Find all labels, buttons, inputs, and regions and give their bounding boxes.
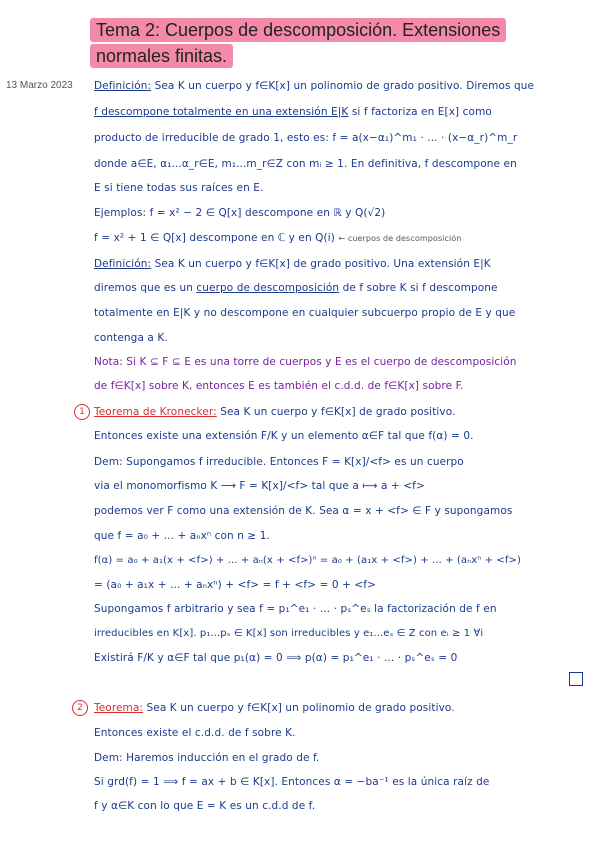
theorem-2-line-1: Teorema: Sea K un cuerpo y f∈K[x] un polinomio de grado positivo. <box>94 702 455 714</box>
proof-2-line-3: f y α∈K con lo que E = K es un c.d.d de f. <box>94 800 316 812</box>
proof-1-line-1: Dem: Supongamos f irreducible. Entonces F = K[x]/<f> es un cuerpo <box>94 456 464 468</box>
theorem-1-line-2: Entonces existe una extensión F/K y un elemento α∈F tal que f(α) = 0. <box>94 430 474 442</box>
qed-square <box>569 672 583 686</box>
proof-1-line-8: irreducibles en K[x]. p₁...pₛ ∈ K[x] son irreducibles y e₁...eₛ ∈ Z con eᵢ ≥ 1 ∀i <box>94 628 484 639</box>
note-line-1: Nota: Si K ⊆ F ⊆ E es una torre de cuerpos y E es el cuerpo de descomposición <box>94 356 517 368</box>
theorem-2-line-2: Entonces existe el c.d.d. de f sobre K. <box>94 727 296 739</box>
definition-1-line-5: E si tiene todas sus raíces en E. <box>94 182 264 194</box>
definition-1-line-2: f descompone totalmente en una extensión E|K si f factoriza en E[x] como <box>94 106 492 118</box>
theorem-label: Teorema: <box>94 702 144 714</box>
proof-1-line-2: via el monomorfismo K ⟶ F = K[x]/<f> tal que a ⟼ a + <f> <box>94 480 425 492</box>
proof-1-line-3: podemos ver F como una extensión de K. Sea α = x + <f> ∈ F y supongamos <box>94 505 513 517</box>
definition-2-line-1: Definición: Sea K un cuerpo y f∈K[x] de grado positivo. Una extensión E|K <box>94 258 491 270</box>
proof-1-line-5: f(α) = a₀ + a₁(x + <f>) + ... + aₙ(x + <f>)ⁿ = a₀ + (a₁x + <f>) + ... + (aₙxⁿ + <f>) <box>94 555 521 566</box>
theorem-label: Teorema de Kronecker: <box>94 406 217 418</box>
underlined-term: cuerpo de descomposición <box>196 282 340 294</box>
proof-1-line-9: Existirá F/K y α∈F tal que p₁(α) = 0 ⟹ p(α) = p₁^e₁ · ... · pₛ^eₛ = 0 <box>94 652 458 664</box>
page-title-line-2: normales finitas. <box>90 44 233 68</box>
proof-1-line-7: Supongamos f arbitrario y sea f = p₁^e₁ · ... · pₛ^eₛ la factorización de f en <box>94 603 497 615</box>
definition-2-line-4: contenga a K. <box>94 332 168 344</box>
proof-1-line-6: = (a₀ + a₁x + ... + aₙxⁿ) + <f> = f + <f> = 0 + <f> <box>94 579 376 591</box>
definition-1-line-4: donde a∈E, α₁...α_r∈E, m₁...m_r∈Z con mᵢ ≥ 1. En definitiva, f descompone en <box>94 158 517 170</box>
definition-label: Definición: <box>94 80 152 92</box>
theorem-1-line-1: Teorema de Kronecker: Sea K un cuerpo y f∈K[x] de grado positivo. <box>94 406 456 418</box>
date-label: 13 Marzo 2023 <box>6 80 73 91</box>
theorem-2-marker: 2 <box>72 700 88 716</box>
underlined-term: f descompone totalmente en una extensión E|K <box>94 106 349 118</box>
definition-2-line-2: diremos que es un cuerpo de descomposición de f sobre K si f descompone <box>94 282 498 294</box>
definition-1-line-1: Definición: Sea K un cuerpo y f∈K[x] un polinomio de grado positivo. Diremos que <box>94 80 535 92</box>
annotation-cuerpos: ← cuerpos de descomposición <box>338 234 462 243</box>
proof-1-line-4: que f = a₀ + ... + aₙxⁿ con n ≥ 1. <box>94 530 270 542</box>
note-line-2: de f∈K[x] sobre K, entonces E es también el c.d.d. de f∈K[x] sobre F. <box>94 380 464 392</box>
definition-2-line-3: totalmente en E|K y no descompone en cualquier subcuerpo propio de E y que <box>94 307 516 319</box>
proof-2-line-1: Dem: Haremos inducción en el grado de f. <box>94 752 320 764</box>
examples-line-1: Ejemplos: f = x² − 2 ∈ Q[x] descompone en ℝ y Q(√2) <box>94 207 386 219</box>
theorem-1-marker: 1 <box>74 404 90 420</box>
definition-1-line-3: producto de irreducible de grado 1, esto es: f = a(x−α₁)^m₁ · ... · (x−α_r)^m_r <box>94 132 518 144</box>
proof-2-line-2: Si grd(f) = 1 ⟹ f = ax + b ∈ K[x]. Entonces α = −ba⁻¹ es la única raíz de <box>94 776 490 788</box>
page-title-line-1: Tema 2: Cuerpos de descomposición. Extensiones <box>90 18 506 42</box>
examples-line-2: f = x² + 1 ∈ Q[x] descompone en ℂ y en Q(i) ← cuerpos de descomposición <box>94 232 462 244</box>
